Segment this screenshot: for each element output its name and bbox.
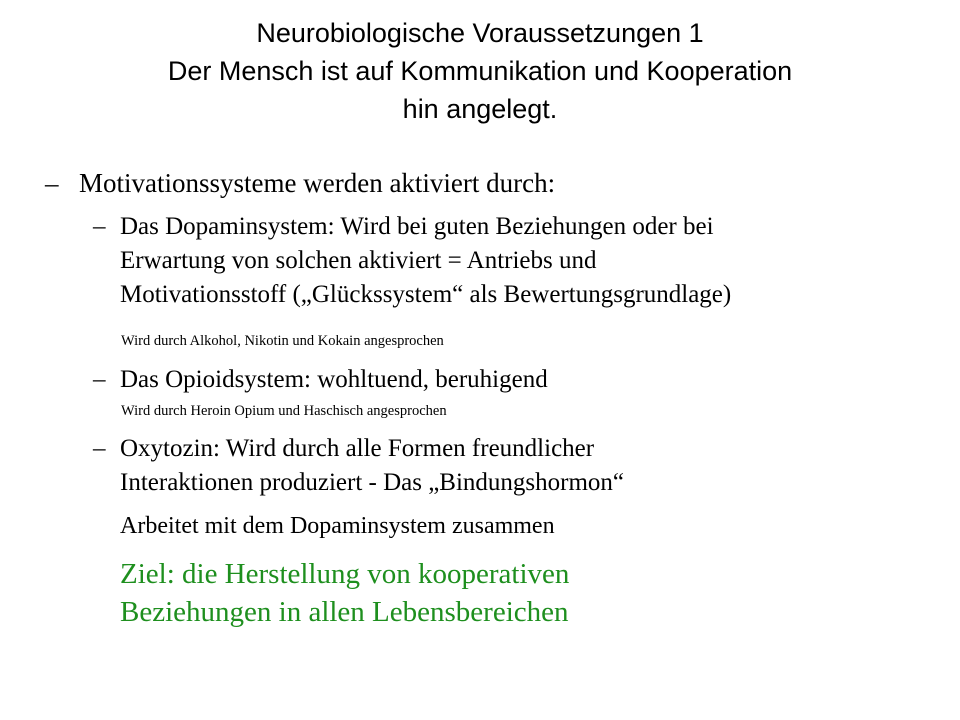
bullet-dash: – <box>93 435 106 462</box>
title-line-2: Der Mensch ist auf Kommunikation und Kooperation <box>167 56 793 86</box>
opioid-line-1: Das Opioidsystem: wohltuend, beruhigend <box>120 366 548 393</box>
dopamin-line-2: Erwartung von solchen aktiviert = Antriebs und <box>120 247 597 274</box>
dopamin-line-1: Das Dopaminsystem: Wird bei guten Beziehungen oder bei <box>120 213 714 240</box>
title-line-3: hin angelegt. <box>402 94 558 124</box>
dopamin-note: Wird durch Alkohol, Nikotin und Kokain angesprochen <box>121 333 444 349</box>
goal-line-2: Beziehungen in allen Lebensbereichen <box>120 596 569 628</box>
bullet-dash: – <box>45 168 59 198</box>
oxytozin-extra: Arbeitet mit dem Dopaminsystem zusammen <box>120 513 555 539</box>
opioid-note: Wird durch Heroin Opium und Haschisch angesprochen <box>121 403 447 419</box>
bullet-motivationssysteme: Motivationssysteme werden aktiviert durch: <box>79 168 556 198</box>
oxytozin-line-1: Oxytozin: Wird durch alle Formen freundlicher <box>120 435 595 462</box>
goal-line-1: Ziel: die Herstellung von kooperativen <box>120 558 570 590</box>
bullet-dash: – <box>93 366 106 393</box>
oxytozin-line-2: Interaktionen produziert - Das „Bindungshormon“ <box>120 469 625 496</box>
title-line-1: Neurobiologische Voraussetzungen 1 <box>256 18 704 48</box>
dopamin-line-3: Motivationsstoff („Glückssystem“ als Bewertungsgrundlage) <box>120 281 732 308</box>
bullet-dash: – <box>93 213 106 240</box>
